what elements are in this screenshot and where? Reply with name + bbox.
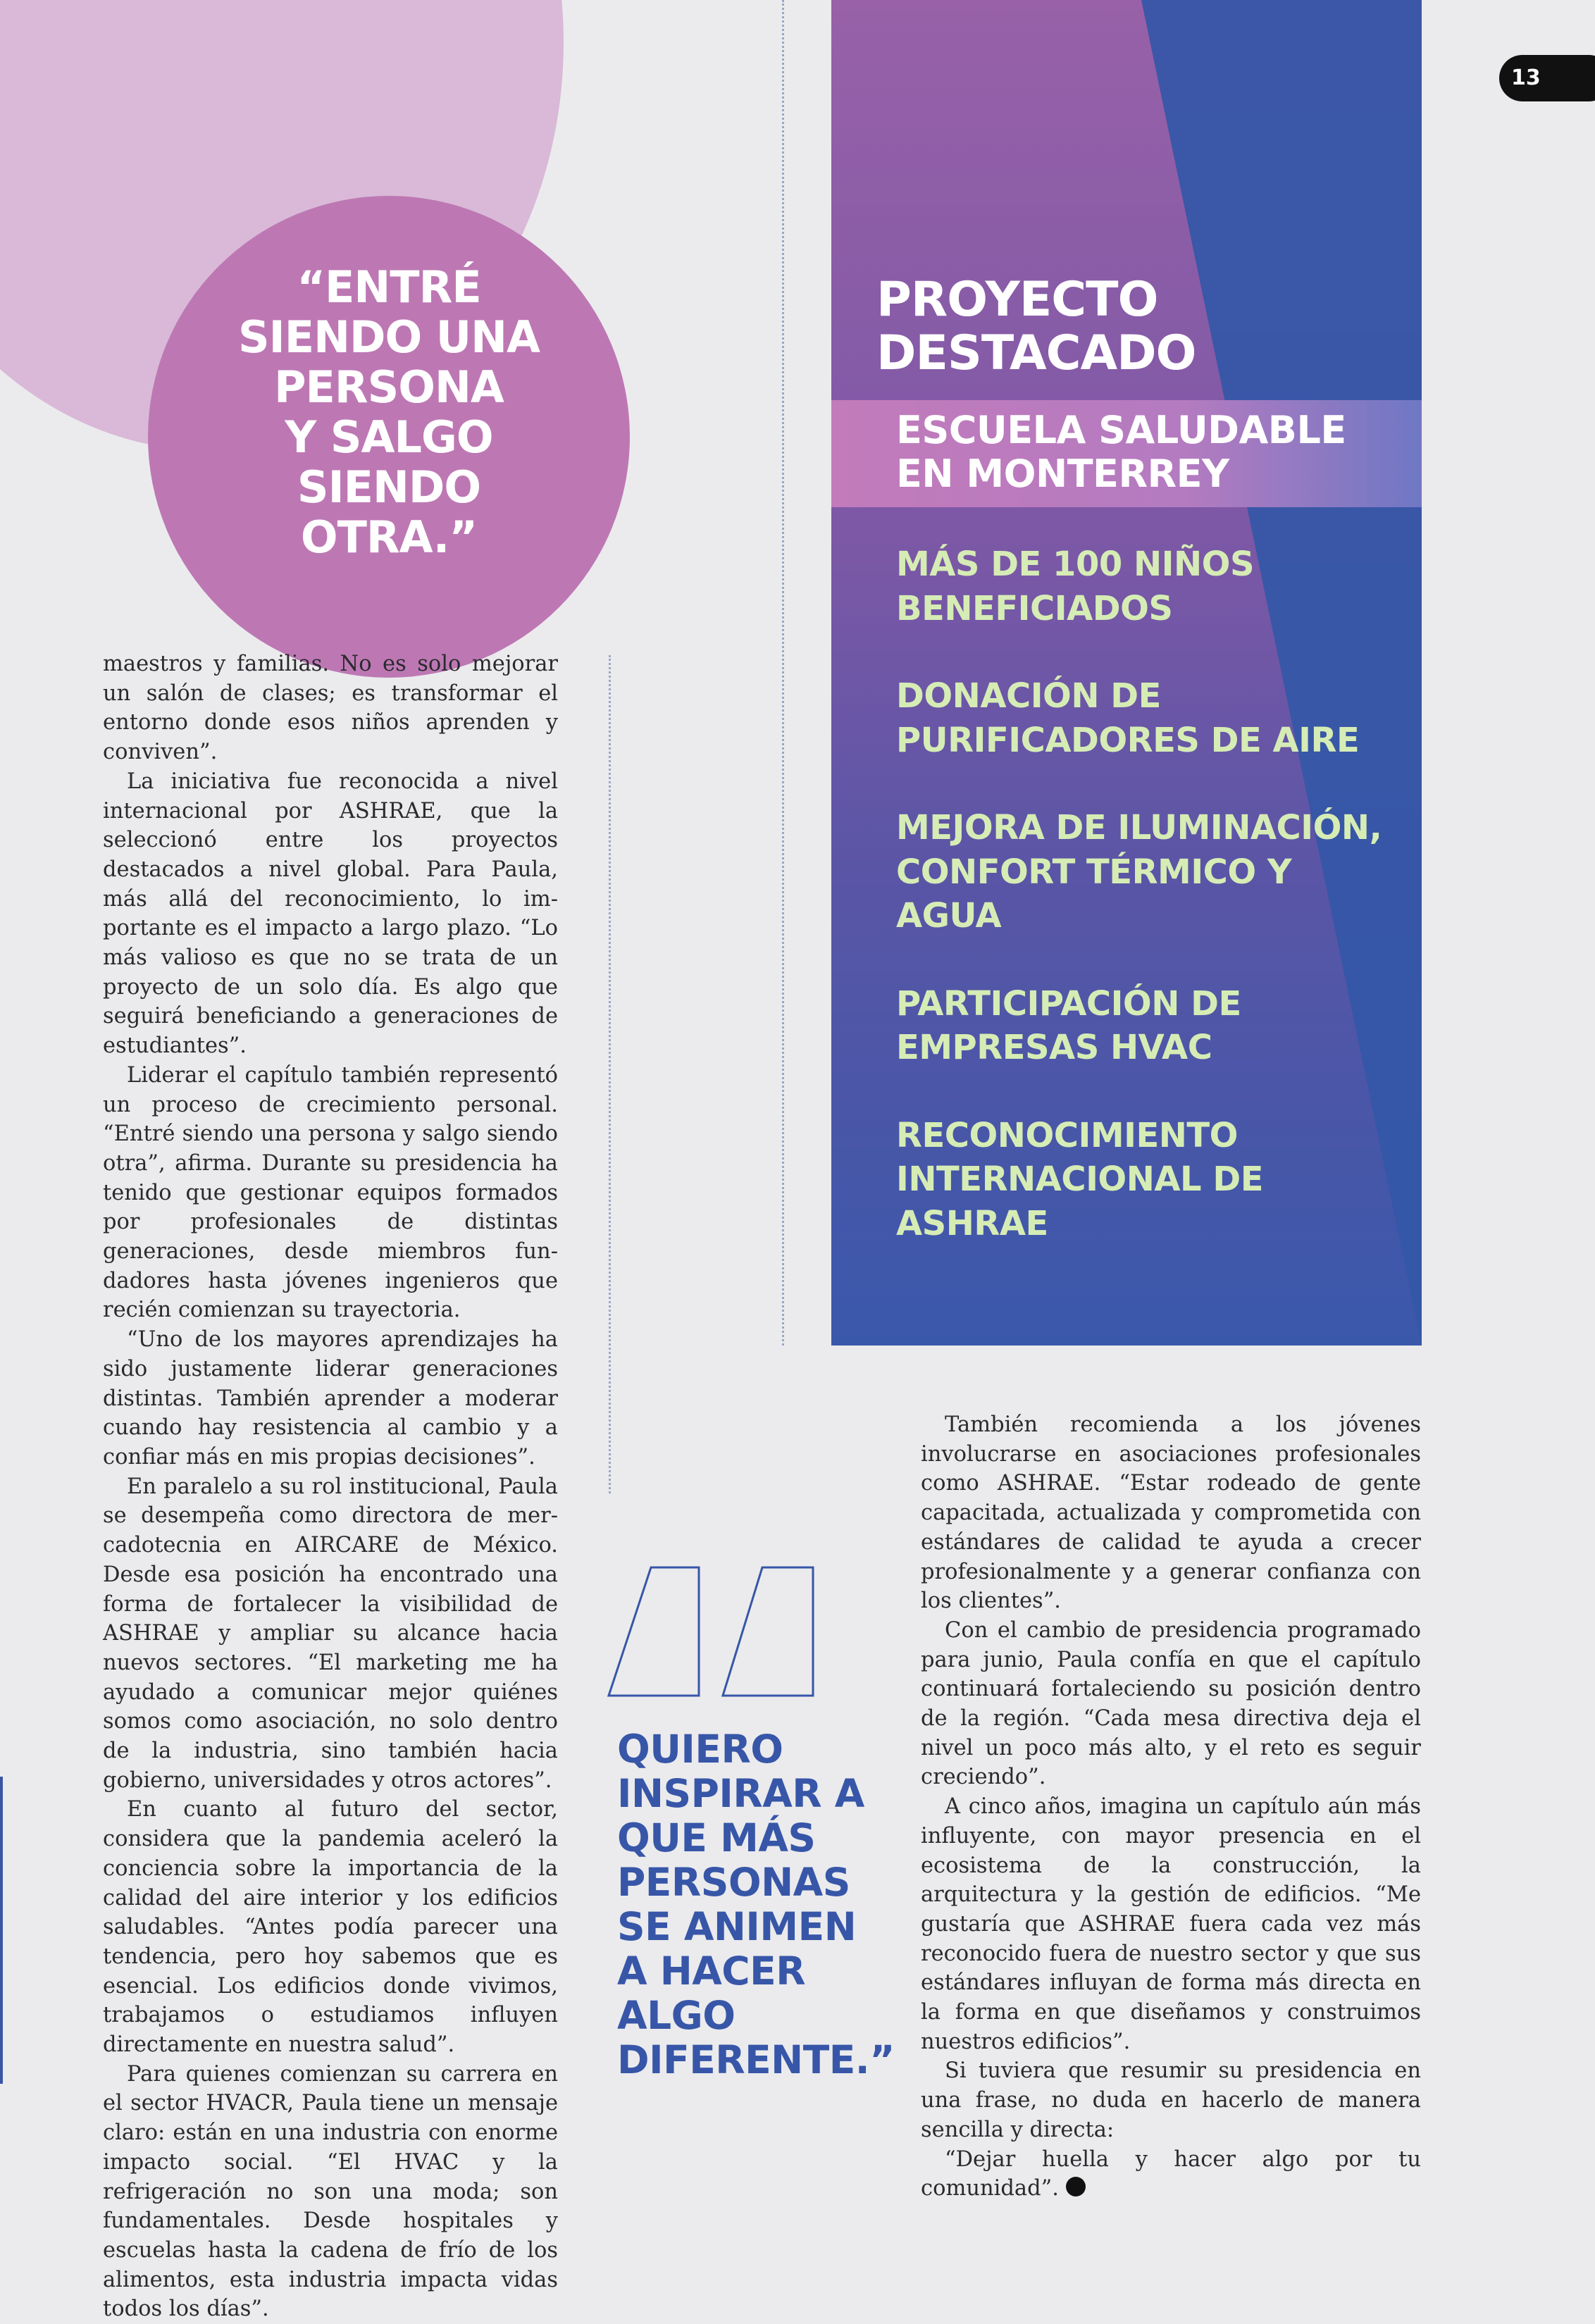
paragraph: Para quienes comienzan su carrera en el sector HVACR, Paula tiene un mensaje claro: están en una industria con enorme impacto social. “El HVAC y la refrigeración no son una moda; son fundamentales. Desde hospitales y escuelas hasta la cadena de frío de los alimentos, esta industria impacta vidas todos los días”. (103, 2061, 558, 2322)
paragraph: “Uno de los mayores aprendizajes ha sido justamente liderar generaciones distintas. También aprender a moderar cuando hay resistencia al cambio y a confiar más en mis propias decisiones”. (103, 1327, 558, 1469)
margin-accent-line (0, 1777, 3, 2084)
featured-project-panel (831, 0, 1422, 1346)
highlight-item: MÁS DE 100 NIÑOS BENEFICIADOS (896, 545, 1255, 628)
circle-quote-text: “ENTRÉ SIENDO UNA PERSONA Y SALGO SIENDO OTRA.” (238, 261, 540, 563)
paragraph: En paralelo a su rol institucional, Paula se desempeña como directora de mercadotecnia en AIRCARE de México. Desde esa posición ha encontrado una forma de fortalecer la visibilidad de ASHRAE y ampliar su alcance hacia nuevos sectores. “El marketing me ha ayudado a comunicar mejor quiénes somos como asociación, no solo dentro de la industria, sino también hacia gobierno, universidades y otros actores”. (103, 1474, 558, 1793)
paragraph: Si tuviera que resumir su presidencia en una frase, no duda en hacerlo de manera sencilla y directa: (921, 2058, 1421, 2142)
highlight-item: RECONOCIMIENTO INTERNACIONAL DE ASHRAE (896, 1115, 1263, 1243)
quote-circle (148, 196, 630, 678)
panel-title: PROYECTO DESTACADO (876, 272, 1196, 381)
paragraph: La iniciativa fue reconocida a nivel internacional por ASHRAE, que la seleccionó entre los proyectos destacados a nivel global. Para Paula, más allá del reconocimiento, lo importante es el impacto a largo plazo. “Lo más valioso es que no se trata de un proyecto de un solo día. Es algo que seguirá beneficiando a generaciones de estudiantes”. (103, 769, 558, 1059)
page-number-tab (1499, 55, 1595, 101)
pull-quote: QUIERO INSPIRAR A QUE MÁS PERSONAS SE ANIMEN A HACER ALGO DIFERENTE.” (617, 1727, 895, 2082)
closing-quote-paragraph (921, 2145, 1421, 2204)
highlight-item: MEJORA DE ILUMINACIÓN, CONFORT TÉRMICO Y AGUA (896, 808, 1382, 936)
paragraph: Liderar el capítulo también representó un proceso de crecimiento personal. “Entré siendo una persona y salgo siendo otra”, afirma. Durante su presidencia ha tenido que gestionar equipos formados por profesionales de distintas generaciones, desde miembros fundadores hasta jóvenes ingenieros que recién comienzan su trayectoria. (103, 1062, 558, 1323)
end-of-article-icon (1066, 2177, 1086, 2196)
panel-subtitle: ESCUELA SALUDABLE EN MONTERREY (896, 408, 1346, 496)
paragraph: También recomienda a los jóvenes involucrarse en asociaciones profesionales como ASHRAE. “Estar rodeado de gente capacitada, actualizada y comprometida con estándares de calidad te ayuda a crecer profesionalmente y a generar confianza con los clientes”. (921, 1412, 1421, 1614)
paragraph: maestros y familias. No es solo mejorar un salón de clases; es transformar el entorno donde esos niños aprenden y conviven”. (103, 652, 558, 765)
project-highlights-list (896, 542, 1403, 1289)
column-divider-top (782, 0, 784, 1346)
right-article-column (921, 1410, 1421, 2204)
page-number: 13 (1511, 66, 1541, 90)
paragraph: En cuanto al futuro del sector, considera que la pandemia aceleró la conciencia sobre la importancia de la calidad del aire interior y los edificios saludables. “Antes podía parecer una tendencia, pero hoy sabemos que es esencial. Los edificios donde vivimos, trabajamos o estudiamos influyen directamente en nuestra salud”. (103, 1797, 558, 2058)
left-article-column (103, 650, 558, 2324)
column-divider-left (609, 655, 611, 1493)
paragraph: A cinco años, imagina un capítulo aún más influyente, con mayor presencia en el ecosistema de la construcción, la arquitectura y la gestión de edificios. “Me gustaría que ASHRAE fuera cada vez más reconocido fuera de nuestro sector y que sus estándares influyan de forma más directa en la forma en que diseñamos y construimos nuestros edificios”. (921, 1794, 1421, 2054)
closing-quote: “Dejar huella y hacer algo por tu comunidad”. (921, 2146, 1421, 2201)
paragraph: Con el cambio de presidencia programado para junio, Paula confía en que el capítulo continuará fortaleciendo su posición dentro de la región. “Cada mesa directiva deja el nivel un poco más alto, y el reto es seguir creciendo”. (921, 1617, 1421, 1790)
highlight-item: PARTICIPACIÓN DE EMPRESAS HVAC (896, 983, 1241, 1067)
highlight-item: DONACIÓN DE PURIFICADORES DE AIRE (896, 676, 1360, 760)
quotation-mark-icon (607, 1565, 819, 1699)
